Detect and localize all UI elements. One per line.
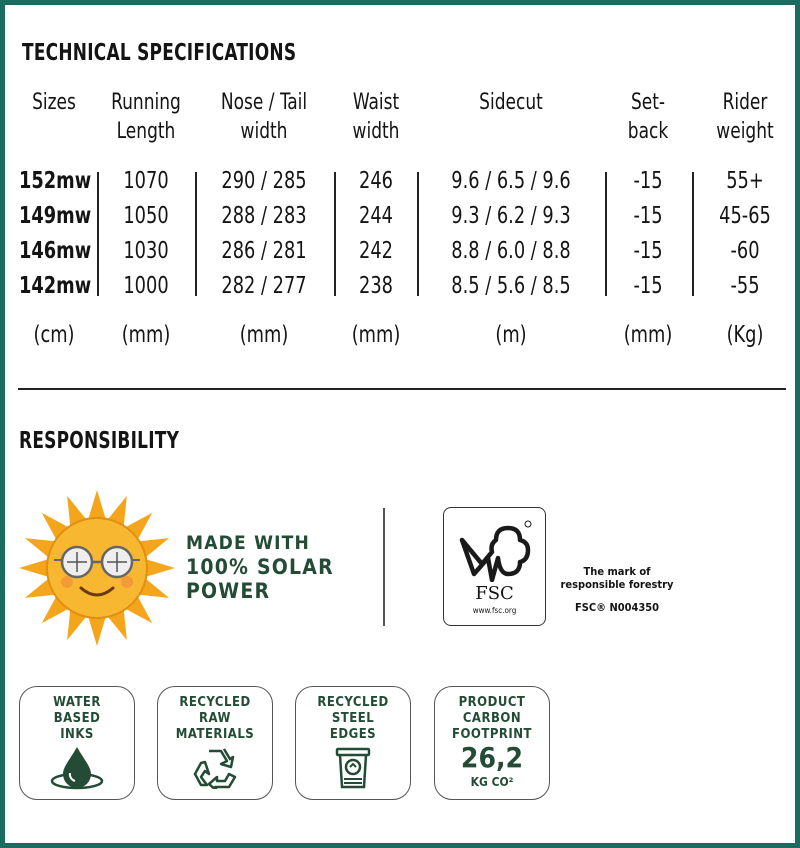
fsc-license-code: FSC® N004350 (574, 601, 660, 614)
badge-label: WATER BASED INKS (53, 695, 101, 742)
badge-label: PRODUCT CARBON FOOTPRINT (451, 695, 533, 742)
recycle-icon (191, 747, 239, 789)
cell-size: 152mw (19, 168, 92, 194)
unit-waist: (mm) (351, 322, 401, 348)
badge-carbon-footprint (434, 686, 550, 800)
specs-title: TECHNICAL SPECIFICATIONS (22, 40, 297, 66)
cell-rider-weight: 55+ (726, 168, 764, 194)
sun-icon (16, 488, 178, 648)
recycle-bin-icon (333, 745, 373, 791)
unit-sidecut: (m) (495, 322, 527, 348)
cell-waist: 238 (359, 273, 393, 299)
section-divider (18, 388, 786, 390)
cell-rider-weight: -60 (730, 238, 760, 264)
badge-water-based-inks (19, 686, 135, 800)
cell-running-length: 1050 (123, 203, 169, 229)
unit-setback: (mm) (623, 322, 673, 348)
cell-size: 142mw (19, 273, 92, 299)
header-waist-width: Waist width (352, 90, 400, 144)
cell-setback: -15 (633, 238, 663, 264)
cell-rider-weight: 45-65 (719, 203, 771, 229)
cell-running-length: 1030 (123, 238, 169, 264)
fsc-tagline-line1: The mark of (583, 565, 651, 578)
cell-sidecut: 8.5 / 5.6 / 8.5 (451, 273, 571, 299)
cell-running-length: 1070 (123, 168, 169, 194)
header-setback: Set- back (627, 90, 669, 144)
cell-size: 146mw (19, 238, 92, 264)
fsc-logo-text: FSC (475, 583, 514, 604)
cell-setback: -15 (633, 273, 663, 299)
unit-sizes: (cm) (33, 322, 75, 348)
water-drop-icon (47, 745, 107, 791)
header-nose-tail-width: Nose / Tail width (220, 90, 308, 144)
cell-waist: 242 (359, 238, 393, 264)
header-running-length: Running Length (111, 90, 181, 144)
cell-waist: 246 (359, 168, 393, 194)
fsc-url: www.fsc.org (472, 606, 517, 615)
cell-rider-weight: -55 (730, 273, 760, 299)
badge-label: RECYCLED STEEL EDGES (317, 695, 389, 742)
cell-sidecut: 9.3 / 6.2 / 9.3 (451, 203, 571, 229)
header-rider-weight: Rider weight (716, 90, 774, 144)
badge-recycled-raw-materials (157, 686, 273, 800)
table-row (0, 269, 800, 303)
badge-label: RECYCLED RAW MATERIALS (175, 695, 255, 742)
cell-running-length: 1000 (123, 273, 169, 299)
cell-nose-tail: 286 / 281 (221, 238, 307, 264)
unit-running-length: (mm) (121, 322, 171, 348)
table-row (0, 234, 800, 268)
cell-nose-tail: 282 / 277 (221, 273, 307, 299)
solar-power-text: MADE WITH 100% SOLAR POWER (186, 532, 334, 603)
cell-sidecut: 8.8 / 6.0 / 8.8 (451, 238, 571, 264)
cell-nose-tail: 288 / 283 (221, 203, 307, 229)
responsibility-title: RESPONSIBILITY (19, 428, 180, 454)
table-row (0, 164, 800, 198)
carbon-footprint-value: 26,2 (460, 741, 524, 774)
fsc-logo (443, 507, 546, 626)
unit-nose-tail: (mm) (239, 322, 289, 348)
table-row (0, 199, 800, 233)
sun-rays (19, 490, 175, 646)
unit-rider-weight: (Kg) (726, 322, 764, 348)
header-sizes: Sizes (32, 90, 76, 115)
header-sidecut: Sidecut (479, 90, 543, 115)
fsc-tagline-line2: responsible forestry (560, 578, 674, 591)
cell-setback: -15 (633, 168, 663, 194)
divider-vertical (383, 508, 385, 626)
fsc-tree-icon (458, 518, 534, 582)
badge-recycled-steel-edges (295, 686, 411, 800)
cell-waist: 244 (359, 203, 393, 229)
carbon-footprint-unit: KG CO² (470, 775, 514, 789)
cell-nose-tail: 290 / 285 (221, 168, 307, 194)
cell-size: 149mw (19, 203, 92, 229)
cell-setback: -15 (633, 203, 663, 229)
cell-sidecut: 9.6 / 6.5 / 9.6 (451, 168, 571, 194)
